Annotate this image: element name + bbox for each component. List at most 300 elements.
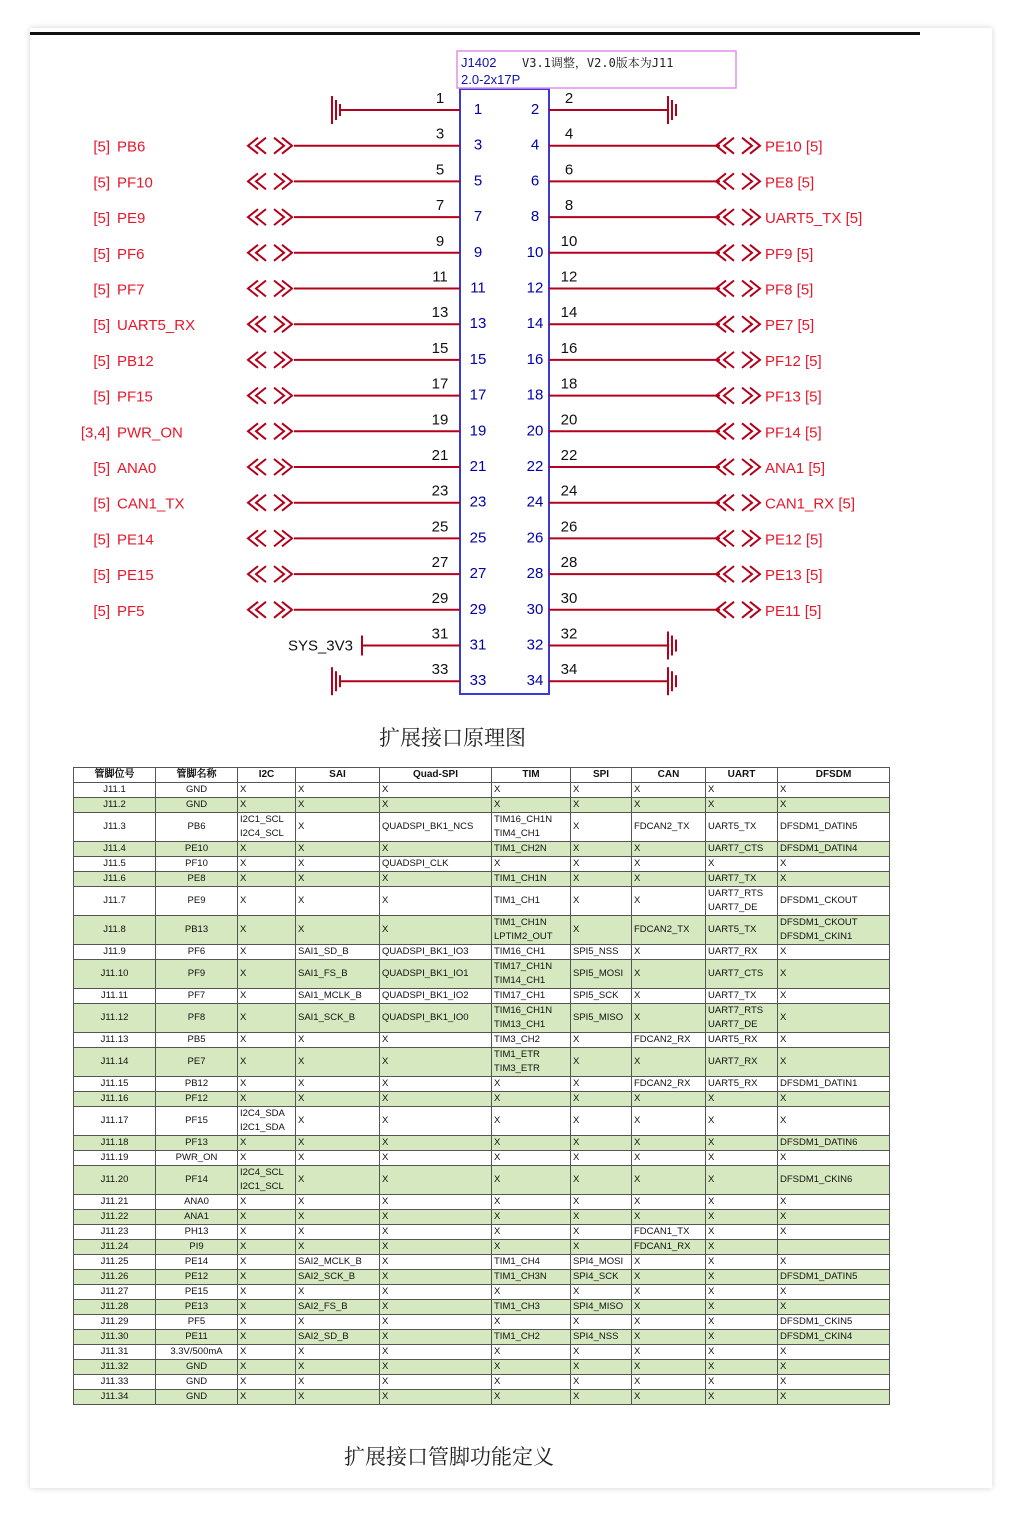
wire-pin-number: 34 (560, 661, 578, 679)
wire-pin-number: 23 (431, 482, 449, 500)
table-row (74, 945, 890, 960)
table-cell: FDCAN1_TX (632, 1225, 706, 1240)
body-pin-number: 10 (526, 243, 544, 261)
table-cell: X (632, 1107, 706, 1136)
table-cell: J11.11 (74, 989, 156, 1004)
table-cell: X (571, 1375, 632, 1390)
wire-pin-number: 16 (560, 339, 578, 357)
table-cell: X (778, 1195, 890, 1210)
body-pin-number: 7 (473, 208, 483, 226)
table-cell: X (632, 1315, 706, 1330)
port-arrow-icon (248, 423, 292, 439)
table-cell: X (571, 1315, 632, 1330)
wire-pin-number: 29 (431, 589, 449, 607)
table-cell: X (238, 872, 296, 887)
table-cell: X (706, 1210, 778, 1225)
table-cell: X (380, 1151, 492, 1166)
table-cell: X (778, 857, 890, 872)
net-label: PF5 (117, 602, 145, 620)
table-cell: X (492, 1107, 571, 1136)
table-cell: X (380, 1285, 492, 1300)
table-cell: SAI2_SD_B (296, 1330, 380, 1345)
table-cell: X (632, 1285, 706, 1300)
body-pin-number: 19 (469, 422, 487, 440)
sheet-ref: [5] (93, 281, 110, 299)
table-row (74, 1255, 890, 1270)
table-cell: X (296, 1225, 380, 1240)
wire-pin-number: 18 (560, 375, 578, 393)
table-cell: PF5 (156, 1315, 238, 1330)
sheet-ref: [5] (93, 602, 110, 620)
table-cell: X (296, 1240, 380, 1255)
table-cell: UART7_RTS UART7_DE (706, 887, 778, 916)
port-arrow-icon (716, 138, 760, 154)
port-arrow-icon (716, 530, 760, 546)
table-cell: X (492, 1360, 571, 1375)
table-cell: X (492, 1225, 571, 1240)
table-cell: X (778, 1048, 890, 1077)
sheet-ref: [5] (93, 138, 110, 156)
wire-pin-number: 30 (560, 589, 578, 607)
table-row (74, 1092, 890, 1107)
table-row (74, 1048, 890, 1077)
port-arrow-icon (716, 566, 760, 582)
body-pin-number: 29 (469, 600, 487, 618)
table-row (74, 1107, 890, 1136)
table-cell: SPI4_NSS (571, 1330, 632, 1345)
table-cell: X (296, 1195, 380, 1210)
table-cell: X (778, 945, 890, 960)
port-arrow-icon (248, 495, 292, 511)
table-cell: X (632, 798, 706, 813)
table-cell: DFSDM1_DATIN5 (778, 1270, 890, 1285)
table-cell: TIM1_CH3N (492, 1270, 571, 1285)
table-cell: TIM1_CH2N (492, 842, 571, 857)
body-pin-number: 25 (469, 529, 487, 547)
table-cell: X (571, 1136, 632, 1151)
table-row (74, 1033, 890, 1048)
table-cell: X (296, 1315, 380, 1330)
table-cell: X (778, 1210, 890, 1225)
table-cell: X (380, 1315, 492, 1330)
table-cell: X (778, 798, 890, 813)
table-cell: PE13 (156, 1300, 238, 1315)
port-arrow-icon (248, 316, 292, 332)
table-cell: X (571, 1151, 632, 1166)
table-cell: PE10 (156, 842, 238, 857)
net-label: PE12 [5] (765, 531, 823, 549)
table-cell: QUADSPI_BK1_IO3 (380, 945, 492, 960)
table-cell: X (492, 1345, 571, 1360)
table-cell: X (632, 1210, 706, 1225)
table-cell: X (380, 1210, 492, 1225)
body-pin-number: 8 (530, 208, 540, 226)
table-cell: UART7_TX (706, 872, 778, 887)
table-cell: DFSDM1_DATIN5 (778, 813, 890, 842)
table-row (74, 960, 890, 989)
table-cell: J11.5 (74, 857, 156, 872)
body-pin-number: 4 (530, 136, 540, 154)
table-cell: X (492, 1136, 571, 1151)
table-cell: PE7 (156, 1048, 238, 1077)
table-cell: X (296, 1136, 380, 1151)
table-cell: TIM1_CH1N LPTIM2_OUT (492, 916, 571, 945)
table-cell: J11.31 (74, 1345, 156, 1360)
column-header: UART (706, 768, 778, 783)
wire-pin-number: 5 (435, 161, 445, 179)
table-cell: X (380, 798, 492, 813)
table-cell: X (296, 916, 380, 945)
table-cell: X (571, 872, 632, 887)
wire-pin-number: 25 (431, 518, 449, 536)
table-cell: X (706, 1195, 778, 1210)
table-cell: PF9 (156, 960, 238, 989)
table-cell: X (238, 960, 296, 989)
table-cell: X (380, 1390, 492, 1405)
table-cell: X (706, 1375, 778, 1390)
table-cell: UART7_RX (706, 945, 778, 960)
table-row (74, 1151, 890, 1166)
port-arrow-icon (716, 602, 760, 618)
port-arrow-icon (248, 281, 292, 297)
table-cell: X (571, 1210, 632, 1225)
table-cell: X (632, 1330, 706, 1345)
table-cell: X (296, 872, 380, 887)
table-cell: X (296, 1345, 380, 1360)
table-row (74, 1285, 890, 1300)
table-cell: X (571, 1048, 632, 1077)
table-cell: X (632, 1360, 706, 1375)
table-cell: X (238, 1033, 296, 1048)
table-cell: UART7_CTS (706, 960, 778, 989)
table-cell: UART5_RX (706, 1033, 778, 1048)
net-label: ANA0 (117, 460, 157, 477)
table-cell: X (571, 1225, 632, 1240)
body-pin-number: 1 (473, 101, 483, 118)
table-cell: X (296, 842, 380, 857)
table-cell: X (380, 1092, 492, 1107)
table-cell: X (632, 1195, 706, 1210)
port-arrow-icon (248, 245, 292, 261)
table-cell: X (571, 783, 632, 798)
table-cell: X (571, 1107, 632, 1136)
body-pin-number: 22 (526, 458, 544, 475)
body-pin-number: 20 (526, 422, 544, 440)
wire-pin-number: 24 (560, 482, 578, 500)
net-label: PF13 [5] (765, 388, 822, 406)
table-cell (778, 1240, 890, 1255)
table-cell: X (238, 1092, 296, 1107)
table-cell: X (632, 1345, 706, 1360)
table-cell: X (706, 1330, 778, 1345)
table-cell: DFSDM1_CKOUT (778, 887, 890, 916)
port-arrow-icon (716, 209, 760, 225)
table-cell: X (380, 1375, 492, 1390)
wire-pin-number: 9 (435, 232, 445, 250)
wire-pin-number: 14 (560, 304, 578, 322)
table-cell: X (492, 783, 571, 798)
table-cell: X (632, 1166, 706, 1195)
table-cell: X (238, 842, 296, 857)
table-cell: J11.15 (74, 1077, 156, 1092)
table-row (74, 1195, 890, 1210)
body-pin-number: 14 (526, 315, 544, 333)
net-label: UART5_RX (117, 317, 196, 335)
table-cell: SPI5_MOSI (571, 960, 632, 989)
wire-pin-number: 11 (432, 268, 448, 286)
table-row (74, 783, 890, 798)
table-row (74, 1270, 890, 1285)
table-cell: X (778, 1345, 890, 1360)
column-header: I2C (238, 768, 296, 783)
table-cell: QUADSPI_BK1_IO2 (380, 989, 492, 1004)
table-cell: X (632, 1300, 706, 1315)
table-cell: X (706, 1360, 778, 1375)
table-cell: SPI5_SCK (571, 989, 632, 1004)
table-cell: X (571, 842, 632, 857)
table-cell: X (238, 857, 296, 872)
net-label: PE7 [5] (765, 317, 815, 335)
body-pin-number: 23 (469, 493, 487, 511)
table-cell: PF12 (156, 1092, 238, 1107)
table-cell: TIM17_CH1N TIM14_CH1 (492, 960, 571, 989)
table-cell: X (492, 1077, 571, 1092)
net-label: ANA1 [5] (765, 460, 826, 477)
wire-pin-number: 21 (431, 447, 449, 464)
wire-pin-number: 26 (560, 518, 578, 536)
table-cell: X (632, 1375, 706, 1390)
table-cell: DFSDM1_CKIN6 (778, 1166, 890, 1195)
table-row (74, 1136, 890, 1151)
net-label: PF9 [5] (765, 245, 814, 263)
table-cell: X (632, 1255, 706, 1270)
table-cell: X (296, 783, 380, 798)
table-cell: J11.3 (74, 813, 156, 842)
table-cell: X (296, 1285, 380, 1300)
table-cell: X (492, 1240, 571, 1255)
table-row (74, 842, 890, 857)
table-cell: X (380, 1330, 492, 1345)
body-pin-number: 31 (469, 636, 487, 654)
table-cell: X (238, 887, 296, 916)
table-row (74, 1004, 890, 1033)
table-row (74, 872, 890, 887)
table-cell: X (571, 1033, 632, 1048)
schematic-caption: 扩展接口原理图 (379, 726, 526, 750)
port-arrow-icon (716, 281, 760, 297)
column-header: SAI (296, 768, 380, 783)
body-pin-number: 33 (469, 672, 487, 690)
table-cell: X (778, 1225, 890, 1240)
body-pin-number: 5 (473, 172, 483, 190)
table-cell: SPI4_MISO (571, 1300, 632, 1315)
table-cell: UART7_TX (706, 989, 778, 1004)
table-cell: X (296, 1210, 380, 1225)
table-cell: X (296, 1375, 380, 1390)
ground-icon (668, 632, 676, 660)
table-cell: PWR_ON (156, 1151, 238, 1166)
wire-pin-number: 31 (431, 625, 449, 643)
table-cell: QUADSPI_BK1_IO0 (380, 1004, 492, 1033)
sheet-ref: [5] (93, 495, 110, 513)
sheet-ref: [5] (93, 388, 110, 406)
table-row (74, 1225, 890, 1240)
port-arrow-icon (248, 530, 292, 546)
body-pin-number: 9 (473, 243, 483, 261)
table-cell: X (778, 1375, 890, 1390)
table-cell: PE8 (156, 872, 238, 887)
wire-pin-number: 27 (431, 554, 449, 572)
body-pin-number: 16 (526, 350, 544, 368)
table-cell: J11.24 (74, 1240, 156, 1255)
sheet-ref: [3,4] (80, 424, 110, 442)
table-row (74, 887, 890, 916)
wire-pin-number: 15 (431, 339, 449, 357)
net-label: PF8 [5] (765, 281, 814, 299)
table-cell: TIM1_CH1N (492, 872, 571, 887)
table-cell: UART7_CTS (706, 842, 778, 857)
port-arrow-icon (716, 459, 760, 475)
table-cell: TIM1_CH2 (492, 1330, 571, 1345)
net-label: CAN1_TX (117, 495, 185, 513)
table-cell: X (706, 1240, 778, 1255)
table-cell: X (571, 813, 632, 842)
table-cell: UART5_TX (706, 813, 778, 842)
table-cell: X (706, 1225, 778, 1240)
table-cell: X (380, 1195, 492, 1210)
port-arrow-icon (716, 388, 760, 404)
table-cell: X (380, 1077, 492, 1092)
table-cell: J11.8 (74, 916, 156, 945)
table-cell: 3.3V/500mA (156, 1345, 238, 1360)
table-cell: X (706, 1270, 778, 1285)
table-cell: UART7_RX (706, 1048, 778, 1077)
table-cell: X (296, 1151, 380, 1166)
table-cell: PF7 (156, 989, 238, 1004)
table-cell: X (380, 842, 492, 857)
table-cell: X (380, 887, 492, 916)
body-pin-number: 28 (526, 565, 544, 583)
net-label: PF6 (117, 245, 145, 263)
wire-pin-number: 20 (560, 411, 578, 429)
table-cell: X (238, 1151, 296, 1166)
body-pin-number: 24 (526, 493, 544, 511)
table-cell: X (380, 916, 492, 945)
table-row (74, 1390, 890, 1405)
table-cell: GND (156, 783, 238, 798)
table-cell: J11.20 (74, 1166, 156, 1195)
table-header-row (74, 768, 890, 783)
table-cell: FDCAN1_RX (632, 1240, 706, 1255)
table-cell: X (706, 1151, 778, 1166)
table-cell: X (492, 1195, 571, 1210)
table-cell: X (778, 872, 890, 887)
table-cell: X (632, 887, 706, 916)
ground-icon (668, 667, 676, 695)
table-cell: X (238, 989, 296, 1004)
net-label: PWR_ON (117, 424, 183, 442)
table-cell: TIM17_CH1 (492, 989, 571, 1004)
table-cell: SPI4_SCK (571, 1270, 632, 1285)
table-cell: X (492, 1151, 571, 1166)
table-cell: X (492, 1092, 571, 1107)
table-cell: X (380, 1240, 492, 1255)
table-cell: J11.33 (74, 1375, 156, 1390)
pin-function-table (73, 767, 890, 1405)
table-cell: X (238, 798, 296, 813)
table-cell: X (571, 1092, 632, 1107)
net-label: PE13 [5] (765, 567, 823, 585)
table-cell: SAI1_SD_B (296, 945, 380, 960)
table-cell: X (238, 1240, 296, 1255)
table-cell: X (778, 1390, 890, 1405)
table-cell: I2C1_SCL I2C4_SCL (238, 813, 296, 842)
table-cell: GND (156, 1360, 238, 1375)
ground-icon (668, 96, 676, 124)
table-cell: J11.18 (74, 1136, 156, 1151)
table-cell: X (632, 857, 706, 872)
table-cell: FDCAN2_TX (632, 813, 706, 842)
table-cell: SAI1_FS_B (296, 960, 380, 989)
wire-pin-number: 13 (431, 304, 449, 322)
table-cell: X (632, 1390, 706, 1405)
table-cell: J11.29 (74, 1315, 156, 1330)
table-cell: X (706, 783, 778, 798)
column-header: 管脚位号 (74, 768, 156, 783)
table-cell: J11.22 (74, 1210, 156, 1225)
net-label: CAN1_RX [5] (765, 495, 856, 513)
column-header: 管脚名称 (156, 768, 238, 783)
table-row (74, 1300, 890, 1315)
table-row (74, 1210, 890, 1225)
table-cell: X (492, 798, 571, 813)
table-cell: UART5_RX (706, 1077, 778, 1092)
connector-ref: J1402 (461, 55, 497, 70)
wire-pin-number: 28 (560, 554, 578, 572)
table-cell: X (706, 1345, 778, 1360)
table-cell: X (571, 1285, 632, 1300)
sheet-ref: [5] (93, 352, 110, 370)
table-cell: X (632, 1151, 706, 1166)
wire-pin-number: 7 (435, 197, 445, 215)
table-cell: X (706, 857, 778, 872)
net-label: PF14 [5] (765, 424, 822, 442)
table-cell: X (778, 960, 890, 989)
table-cell: X (778, 1092, 890, 1107)
table-cell: X (296, 1166, 380, 1195)
table-cell: X (571, 1360, 632, 1375)
table-row (74, 1077, 890, 1092)
table-row (74, 916, 890, 945)
table-row (74, 813, 890, 842)
table-cell: X (778, 1255, 890, 1270)
port-arrow-icon (248, 602, 292, 618)
table-cell: J11.23 (74, 1225, 156, 1240)
body-pin-number: 26 (526, 529, 544, 547)
wire-pin-number: 1 (435, 90, 445, 107)
table-cell: X (238, 1195, 296, 1210)
table-cell: X (296, 1092, 380, 1107)
net-label: PE9 (117, 210, 146, 228)
table-cell: X (492, 1390, 571, 1405)
port-arrow-icon (248, 138, 292, 154)
table-cell: J11.30 (74, 1330, 156, 1345)
table-cell: I2C4_SCL I2C1_SCL (238, 1166, 296, 1195)
wire-pin-number: 4 (564, 125, 574, 143)
table-cell: X (238, 1345, 296, 1360)
table-cell: X (238, 1330, 296, 1345)
table-cell: PB12 (156, 1077, 238, 1092)
